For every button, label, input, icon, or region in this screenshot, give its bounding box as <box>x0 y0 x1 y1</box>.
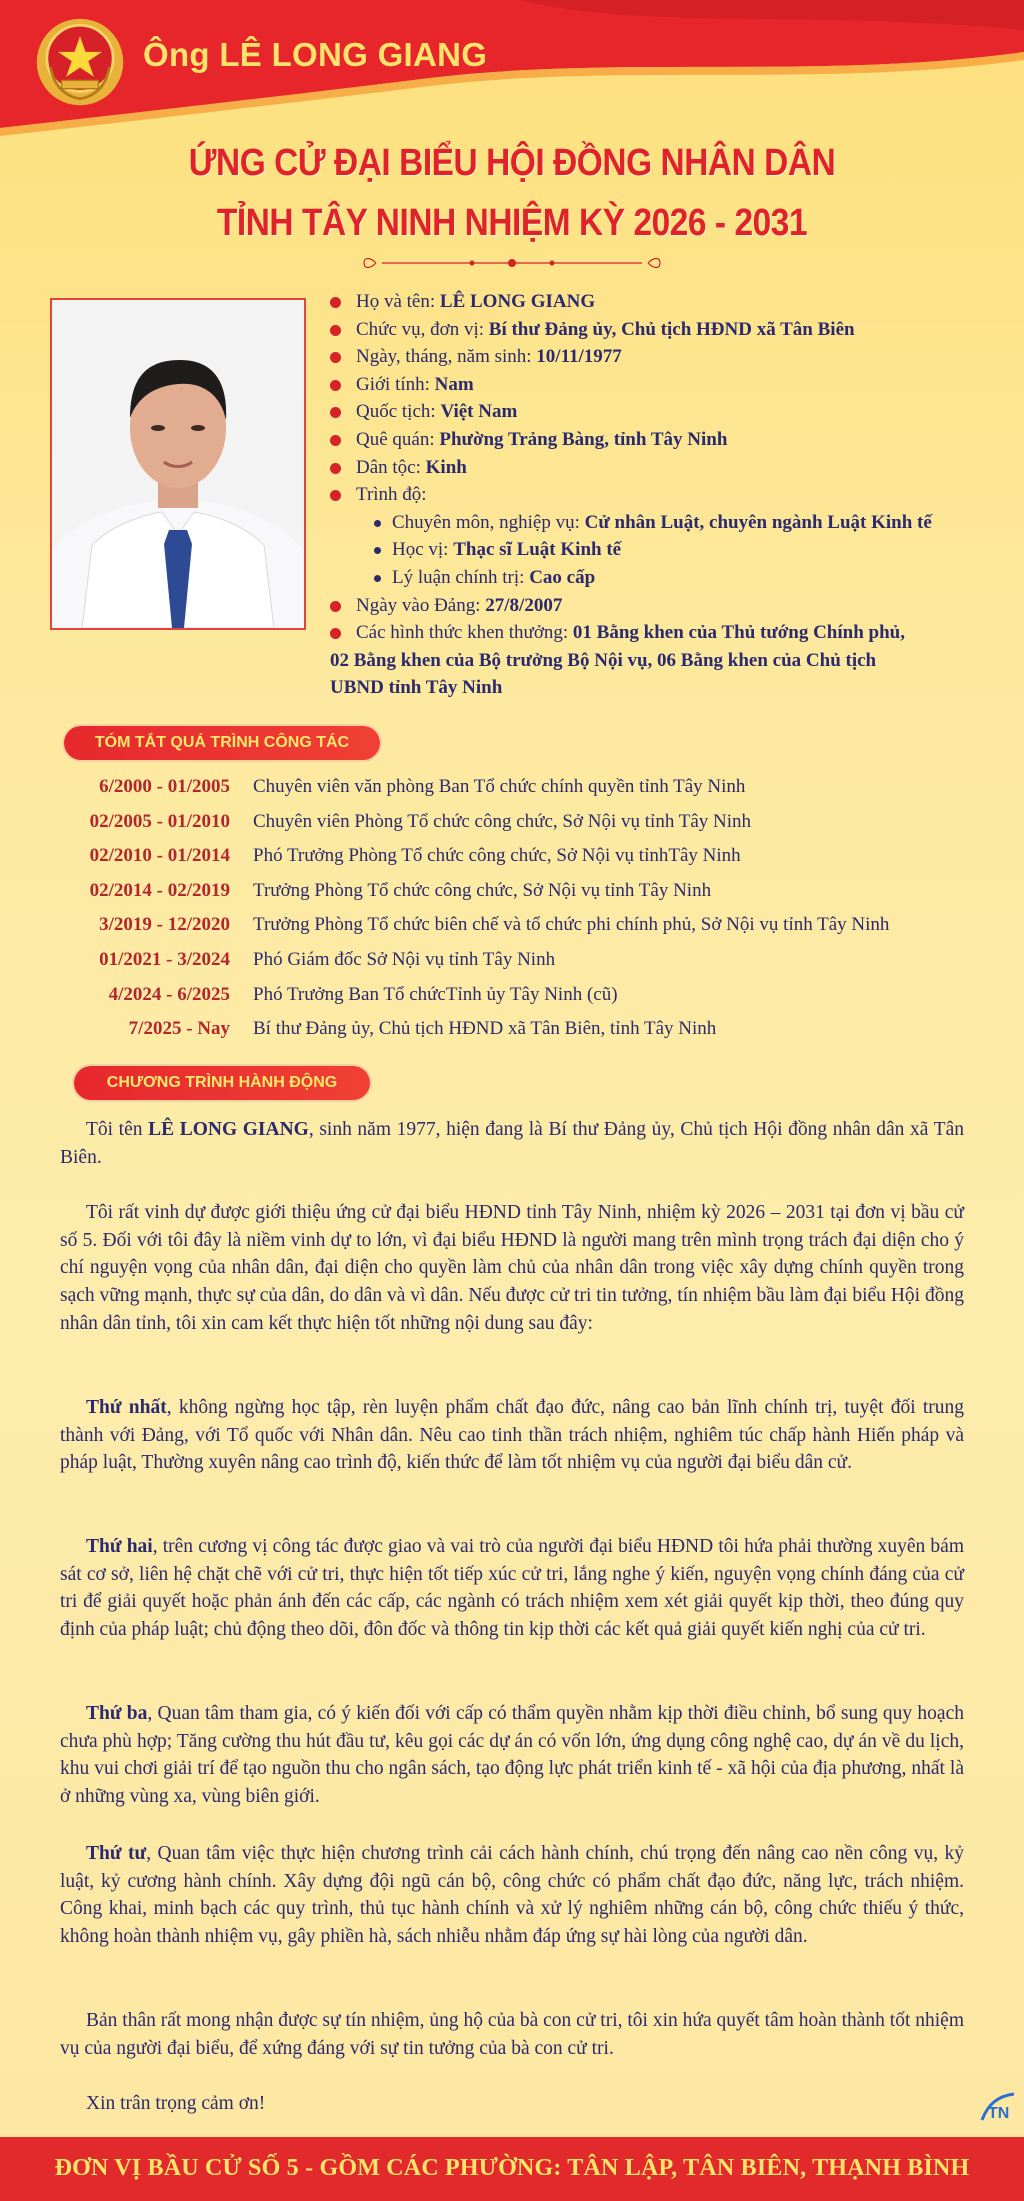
text: Tôi tên <box>86 1119 149 1140</box>
info-specialty <box>330 509 990 537</box>
timeline-desc: Phó Giám đốc Sở Nội vụ tỉnh Tây Ninh <box>253 948 556 970</box>
header-band <box>0 0 1024 150</box>
timeline-desc: Phó Trưởng Ban Tổ chứcTỉnh ủy Tây Ninh (cũ) <box>253 983 618 1005</box>
value: Việt Nam <box>440 401 518 423</box>
program-paragraph-2 <box>60 1199 964 1338</box>
timeline-date: 01/2021 - 3/2024 <box>99 948 230 970</box>
timeline-date: 7/2025 - Nay <box>128 1018 230 1040</box>
national-emblem-icon <box>34 16 126 108</box>
timeline-row <box>40 880 1000 915</box>
value: LÊ LONG GIANG <box>439 291 596 312</box>
program-paragraph-5 <box>60 1700 964 1811</box>
info-awards-line-2: 02 Bằng khen của Bộ trưởng Bộ Nội vụ, 06 Bằng khen của Chủ tịch <box>330 649 877 671</box>
bullet-icon <box>330 463 341 474</box>
lead: Thứ hai <box>86 1536 153 1557</box>
info-awards <box>330 619 990 647</box>
timeline-date: 6/2000 - 01/2005 <box>99 776 230 797</box>
info-position <box>330 316 990 344</box>
bullet-icon <box>330 601 341 612</box>
timeline-row <box>40 845 1000 880</box>
sub-bullet-icon <box>374 575 381 582</box>
info-dob <box>330 343 990 371</box>
info-education <box>330 481 990 509</box>
info-ethnicity <box>330 454 990 482</box>
bullet-icon <box>330 352 341 363</box>
sub-bullet-icon <box>374 547 381 554</box>
sub-bullet-icon <box>374 520 381 527</box>
lead: Thứ ba <box>86 1703 148 1724</box>
value: Thạc sĩ Luật Kinh tế <box>453 539 622 561</box>
timeline-desc: Trưởng Phòng Tổ chức công chức, Sở Nội vụ tỉnh Tây Ninh <box>253 879 712 901</box>
value: Cử nhân Luật, chuyên ngành Luật Kinh tế <box>584 511 932 533</box>
label: Quê quán: <box>356 428 440 450</box>
value: Phường Trảng Bàng, tỉnh Tây Ninh <box>439 428 728 450</box>
label: Các hình thức khen thưởng: <box>356 622 573 644</box>
bullet-icon <box>330 325 341 336</box>
portrait-image <box>52 300 304 628</box>
label: Chuyên môn, nghiệp vụ: <box>392 511 585 533</box>
value: Cao cấp <box>529 566 596 588</box>
value: 01 Bằng khen của Thủ tướng Chính phủ, <box>572 622 905 644</box>
text: Bản thân rất mong nhận được sự tín nhiệm, ủng hộ của bà con cử tri, tôi xin hứa quyết tâm hoàn thành tốt nhiệm vụ của người đại biểu, để xứng đáng với sự tin tưởng của bà con cử tri. <box>60 2010 964 2059</box>
info-nationality <box>330 398 990 426</box>
text: Tôi rất vinh dự được giới thiệu ứng cử đại biểu HĐND tỉnh Tây Ninh, nhiệm kỳ 2026 – 2031 tại đơn vị bầu cử số 5. Đối với tôi đây là niềm vinh dự to lớn, vì đại biểu HĐND là người mang trên mình trọng trách đại diện cho ý chí nguyện vọng của nhân dân, đại diện cho quyền làm chủ của nhân dân trong việc xây dựng chính quyền trong sạch vững mạnh, thực sự của dân, do dân và vì dân. Nếu được cử tri tin tưởng, tín nhiệm bầu làm đại biểu Hội đồng nhân dân tỉnh, tôi xin cam kết thực hiện tốt những nội dung sau đây: <box>60 1202 964 1334</box>
headline-line-1: ỨNG CỬ ĐẠI BIỂU HỘI ĐỒNG NHÂN DÂN <box>188 142 836 184</box>
text: Xin trân trọng cảm ơn! <box>86 2093 266 2114</box>
footer-text: ĐƠN VỊ BẦU CỬ SỐ 5 - GỒM CÁC PHƯỜNG: TÂN LẬP, TÂN BIÊN, THẠNH BÌNH <box>54 2155 970 2181</box>
candidate-photo <box>50 298 306 630</box>
value: Kinh <box>425 456 467 478</box>
value: 10/11/1977 <box>536 346 622 368</box>
label: Họ và tên: <box>356 291 440 312</box>
label: Trình độ: <box>356 484 427 506</box>
text: , trên cương vị công tác được giao và vai trò của người đại biểu HĐND tôi hứa phải thường xuyên bám sát cơ sở, liên hệ chặt chẽ với cử tri, thực hiện tốt tiếp xúc cử tri, lắng nghe ý kiến, nguyện vọng chính đáng của cử tri để giải quyết hoặc phản ánh đến các cấp, các ngành có trách nhiệm xem xét giải quyết kịp thời, theo đúng quy định của pháp luật; chủ động theo dõi, đôn đốc và thông tin kịp thời các kết quả giải quyết kiến nghị của cử tri. <box>60 1536 964 1641</box>
divider-ornament <box>362 256 662 270</box>
text: , Quan tâm tham gia, có ý kiến đối với cấp có thẩm quyền nhằm kịp thời điều chỉnh, bổ sung quy hoạch chưa phù hợp; Tăng cường thu hút đầu tư, kêu gọi các dự án có vốn lớn, ứng dụng công nghệ cao, dự án về du lịch, khu vui chơi giải trí để tạo nguồn thu cho ngân sách, tạo động lực phát triển kinh tế - xã hội của địa phương, nhất là ở những vùng xa, vùng biên giới. <box>60 1703 964 1808</box>
text: , Quan tâm việc thực hiện chương trình cải cách hành chính, chú trọng đến nâng cao nền công vụ, kỷ luật, kỷ cương hành chính. Xây dựng đội ngũ cán bộ, công chức có phẩm chất đạo đức, năng lực, trách nhiệm. Công khai, minh bạch các quy trình, thủ tục hành chính và xử lý nghiêm những cán bộ, công chức thiếu ý thức, không hoàn thành nhiệm vụ, gây phiền hà, sách nhiễu nhằm đáp ứng sự hài lòng của người dân. <box>60 1843 965 1948</box>
bullet-icon <box>330 435 341 446</box>
personal-info <box>330 288 990 702</box>
label: Ngày vào Đảng: <box>356 594 486 616</box>
timeline-row <box>40 1018 1000 1053</box>
program-paragraph-3 <box>60 1394 964 1477</box>
bullet-icon <box>330 628 341 639</box>
program-paragraph-6 <box>60 1840 964 1951</box>
bullet-icon <box>330 490 341 501</box>
publisher-logo-icon <box>980 2090 1018 2124</box>
timeline-date: 02/2010 - 01/2014 <box>89 845 230 867</box>
info-name <box>330 288 990 316</box>
timeline-row <box>40 914 1000 949</box>
program-paragraph-8 <box>60 2090 964 2118</box>
info-party-date <box>330 592 990 620</box>
timeline-desc: Chuyên viên văn phòng Ban Tổ chức chính quyền tỉnh Tây Ninh <box>253 776 746 797</box>
timeline-row <box>40 949 1000 984</box>
label: Học vị: <box>392 539 454 561</box>
value: Nam <box>434 373 474 395</box>
timeline-desc: Trưởng Phòng Tổ chức biên chế và tổ chức phi chính phủ, Sở Nội vụ tỉnh Tây Ninh <box>253 914 890 936</box>
value: 27/8/2007 <box>485 594 563 616</box>
label: Dân tộc: <box>356 456 426 478</box>
lead: Thứ nhất <box>86 1397 167 1418</box>
headline-line-2: TỈNH TÂY NINH NHIỆM KỲ 2026 - 2031 <box>216 202 808 244</box>
timeline-date: 02/2005 - 01/2010 <box>89 810 230 832</box>
timeline-row <box>40 811 1000 846</box>
timeline-date: 4/2024 - 6/2025 <box>108 983 230 1005</box>
label: Giới tính: <box>356 373 435 395</box>
career-timeline <box>40 776 1000 1053</box>
svg-text:TN: TN <box>988 2105 1010 2122</box>
timeline-row <box>40 776 1000 811</box>
bullet-icon <box>330 407 341 418</box>
program-paragraph-7 <box>60 2007 964 2062</box>
section-title-program: CHƯƠNG TRÌNH HÀNH ĐỘNG <box>74 1066 370 1100</box>
section-title-career: TÓM TẮT QUÁ TRÌNH CÔNG TÁC <box>64 726 380 760</box>
info-gender <box>330 371 990 399</box>
bullet-icon <box>330 380 341 391</box>
label: Quốc tịch: <box>356 401 441 423</box>
timeline-desc: Chuyên viên Phòng Tổ chức công chức, Sở Nội vụ tỉnh Tây Ninh <box>253 810 752 832</box>
candidate-name: LÊ LONG GIANG <box>148 1119 309 1140</box>
timeline-desc: Phó Trưởng Phòng Tổ chức công chức, Sở Nội vụ tỉnhTây Ninh <box>253 845 741 867</box>
program-paragraph-1 <box>60 1116 964 1171</box>
timeline-row <box>40 984 1000 1019</box>
info-awards-line-3: UBND tỉnh Tây Ninh <box>330 677 503 699</box>
timeline-date: 02/2014 - 02/2019 <box>89 879 230 901</box>
lead: Thứ tư <box>86 1843 147 1864</box>
info-hometown <box>330 426 990 454</box>
info-political <box>330 564 990 592</box>
bullet-icon <box>330 297 341 308</box>
value: Bí thư Đảng ủy, Chủ tịch HĐND xã Tân Biên <box>488 318 855 340</box>
label: Lý luận chính trị: <box>392 566 530 588</box>
program-paragraph-4 <box>60 1533 964 1644</box>
text: , sinh năm 1977, hiện đang là Bí thư Đảng ủy, Chủ tịch Hội đồng nhân dân xã Tân Biên. <box>60 1119 964 1168</box>
candidate-name-header: Ông LÊ LONG GIANG <box>143 36 488 73</box>
label: Chức vụ, đơn vị: <box>356 318 489 340</box>
info-degree <box>330 536 990 564</box>
label: Ngày, tháng, năm sinh: <box>356 346 537 368</box>
timeline-desc: Bí thư Đảng ủy, Chủ tịch HĐND xã Tân Biên, tỉnh Tây Ninh <box>253 1018 717 1040</box>
timeline-date: 3/2019 - 12/2020 <box>99 914 230 936</box>
text: , không ngừng học tập, rèn luyện phẩm chất đạo đức, nâng cao bản lĩnh chính trị, tuyệt đối trung thành với Đảng, với Tổ quốc với Nhân dân. Nêu cao tinh thần trách nhiệm, nghiêm túc chấp hành Hiến pháp và pháp luật, Thường xuyên nâng cao trình độ, kiến thức để làm tốt nhiệm vụ của người đại biểu dân cử. <box>60 1397 964 1474</box>
